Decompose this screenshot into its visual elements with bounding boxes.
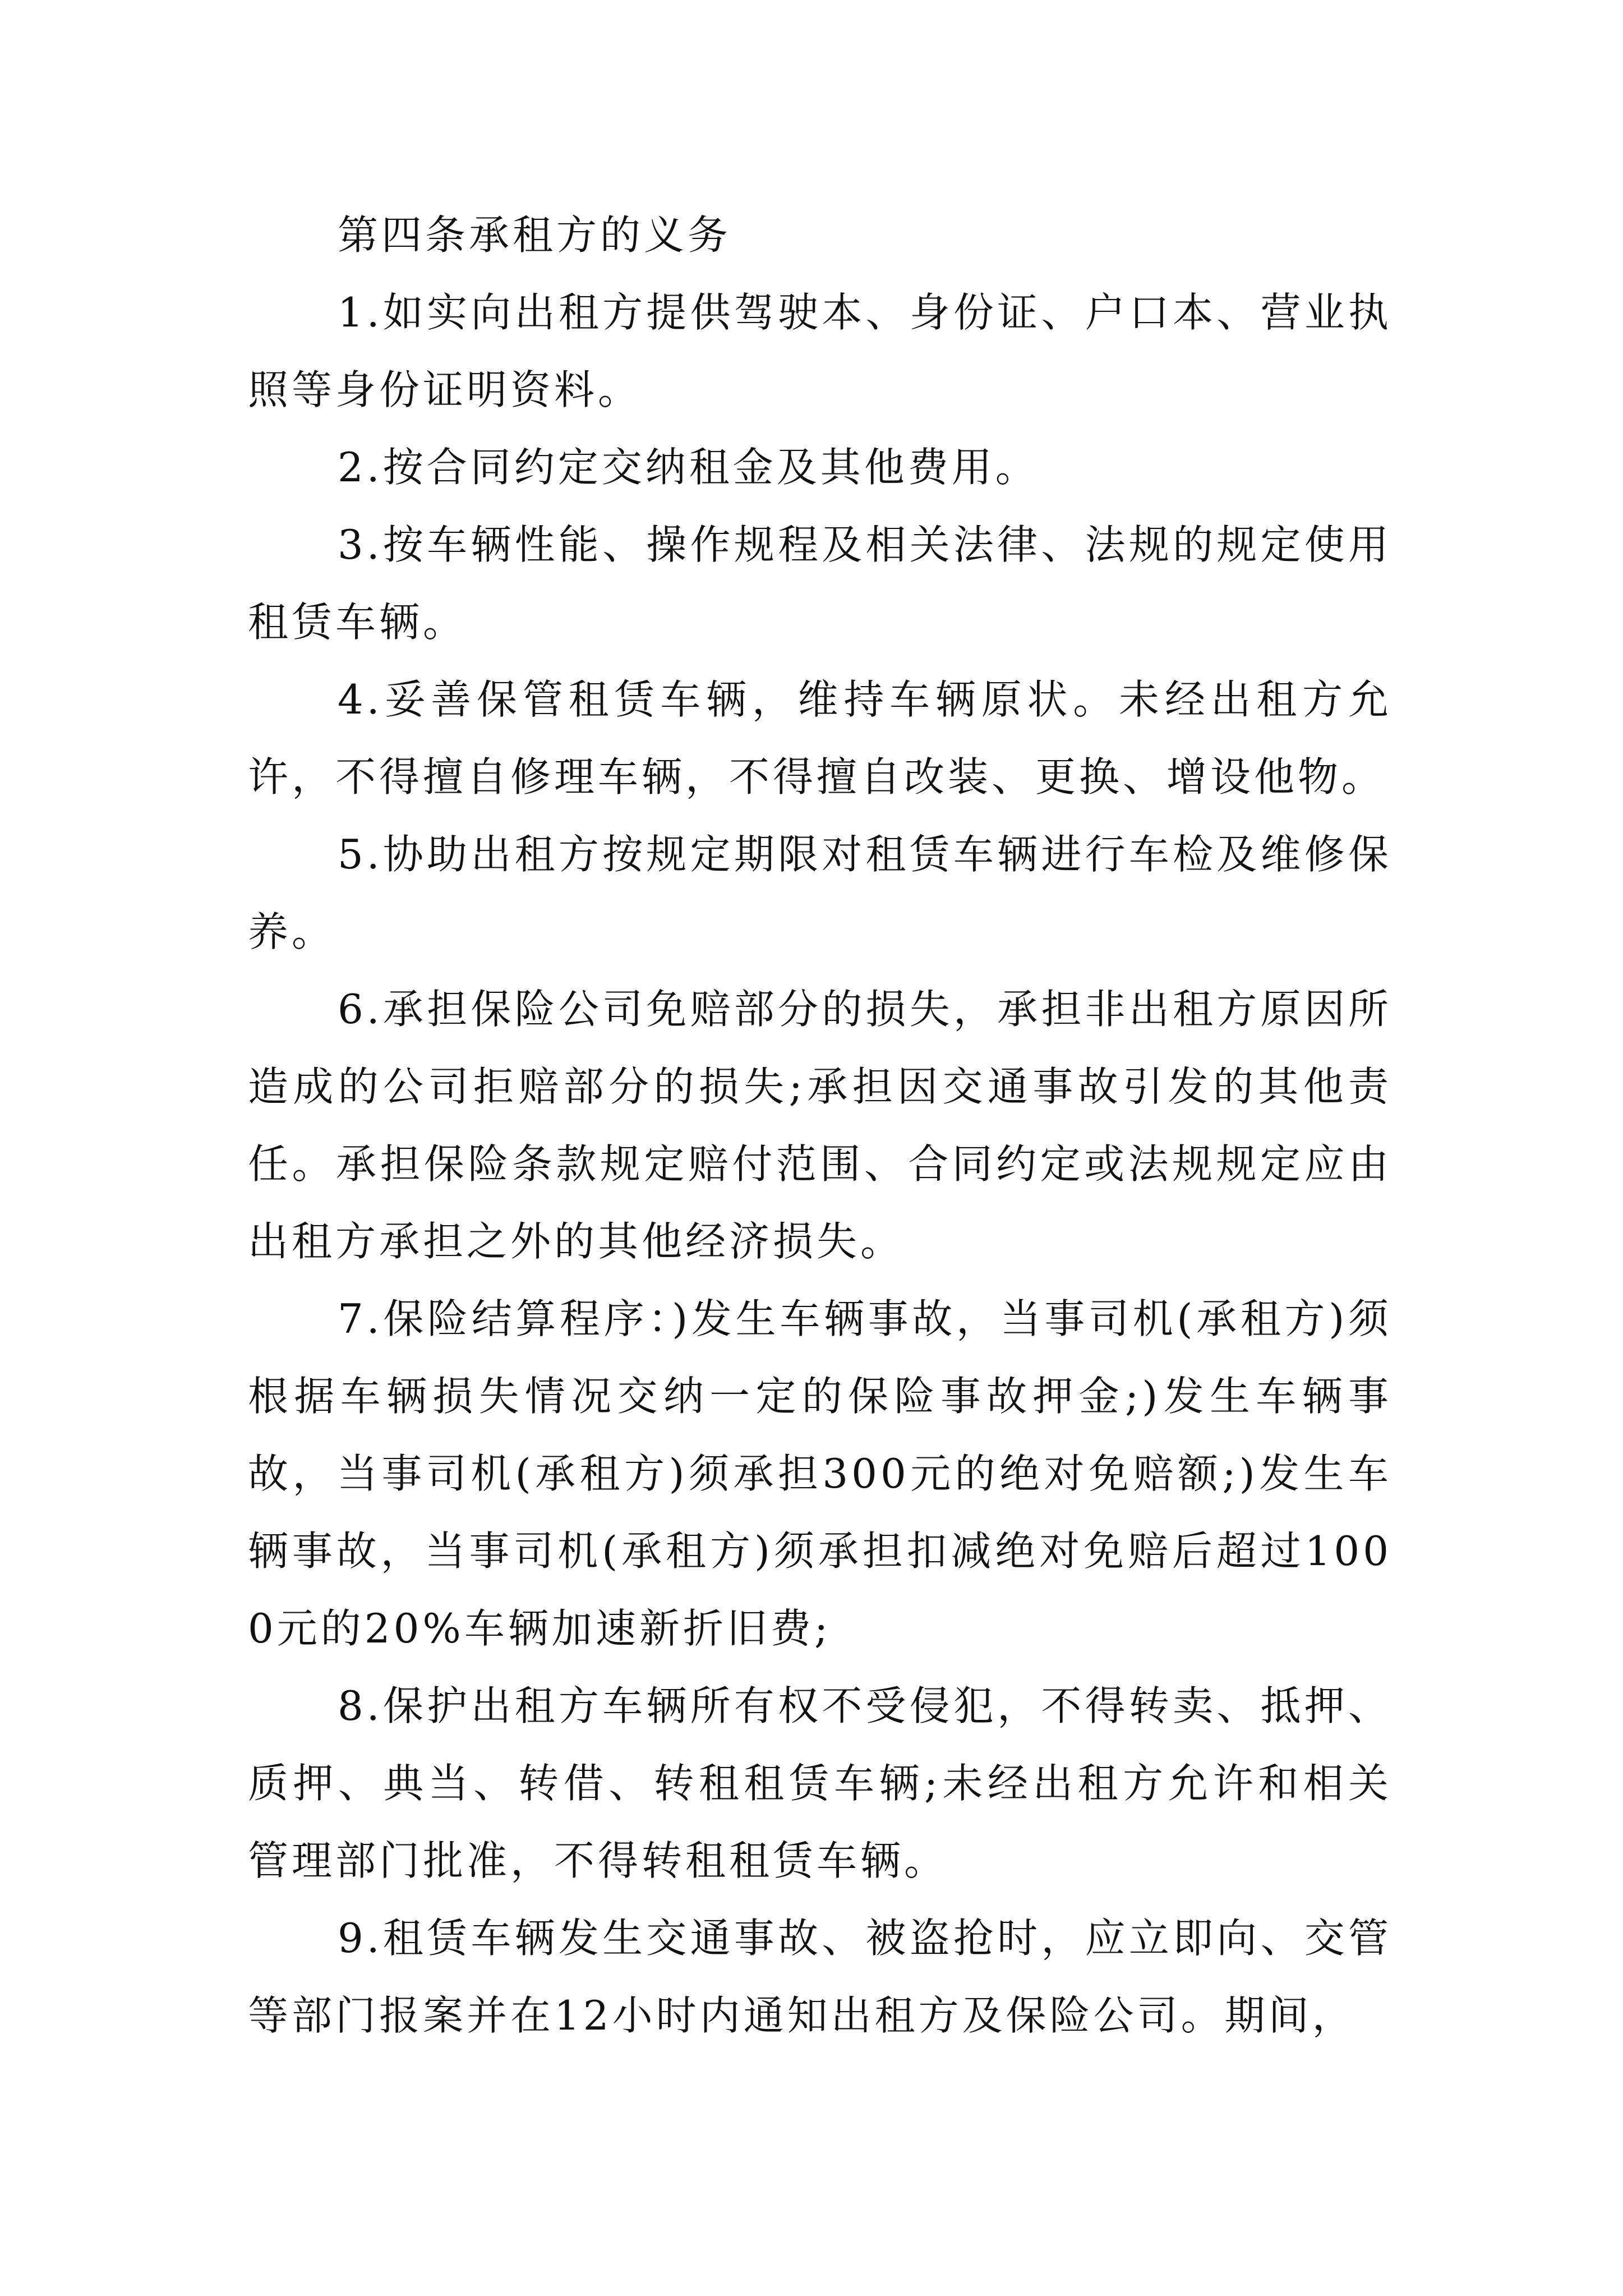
paragraph-2: 2.按合同约定交纳租金及其他费用。 [338,444,1039,491]
paragraph-9: 9.租赁车辆发生交通事故、被盗抢时，应立即向、交管等部门报案并在12小时内通知出租方及保险公司。期间， [248,1915,1392,2039]
paragraph-7: 7.保险结算程序：)发生车辆事故，当事司机(承租方)须根据车辆损失情况交纳一定的保险事故押金;)发生车辆事故，当事司机(承租方)须承担300元的绝对免赔额;)发生车辆事故，当事司机(承租方)须承担扣减绝对免赔后超过1000元的20%车辆加速新折旧费; [248,1295,1392,1652]
article-heading: 第四条承租方的义务 [338,211,732,259]
paragraph-6: 6.承担保险公司免赔部分的损失，承担非出租方原因所造成的公司拒赔部分的损失;承担因交通事故引发的其他责任。承担保险条款规定赔付范围、合同约定或法规规定应由出租方承担之外的其他经济损失。 [248,986,1392,1265]
paragraph-1: 1.如实向出租方提供驾驶本、身份证、户口本、营业执照等身份证明资料。 [248,289,1392,413]
paragraph-5: 5.协助出租方按规定期限对租赁车辆进行车检及维修保养。 [248,831,1392,955]
document-body [248,196,1392,2054]
paragraph-4: 4.妥善保管租赁车辆，维持车辆原状。未经出租方允许，不得擅自修理车辆，不得擅自改装、更换、增设他物。 [248,676,1392,800]
paragraph-3: 3.按车辆性能、操作规程及相关法律、法规的规定使用租赁车辆。 [248,521,1392,646]
paragraph-8: 8.保护出租方车辆所有权不受侵犯，不得转卖、抵押、质押、典当、转借、转租租赁车辆;未经出租方允许和相关管理部门批准，不得转租租赁车辆。 [248,1682,1392,1884]
